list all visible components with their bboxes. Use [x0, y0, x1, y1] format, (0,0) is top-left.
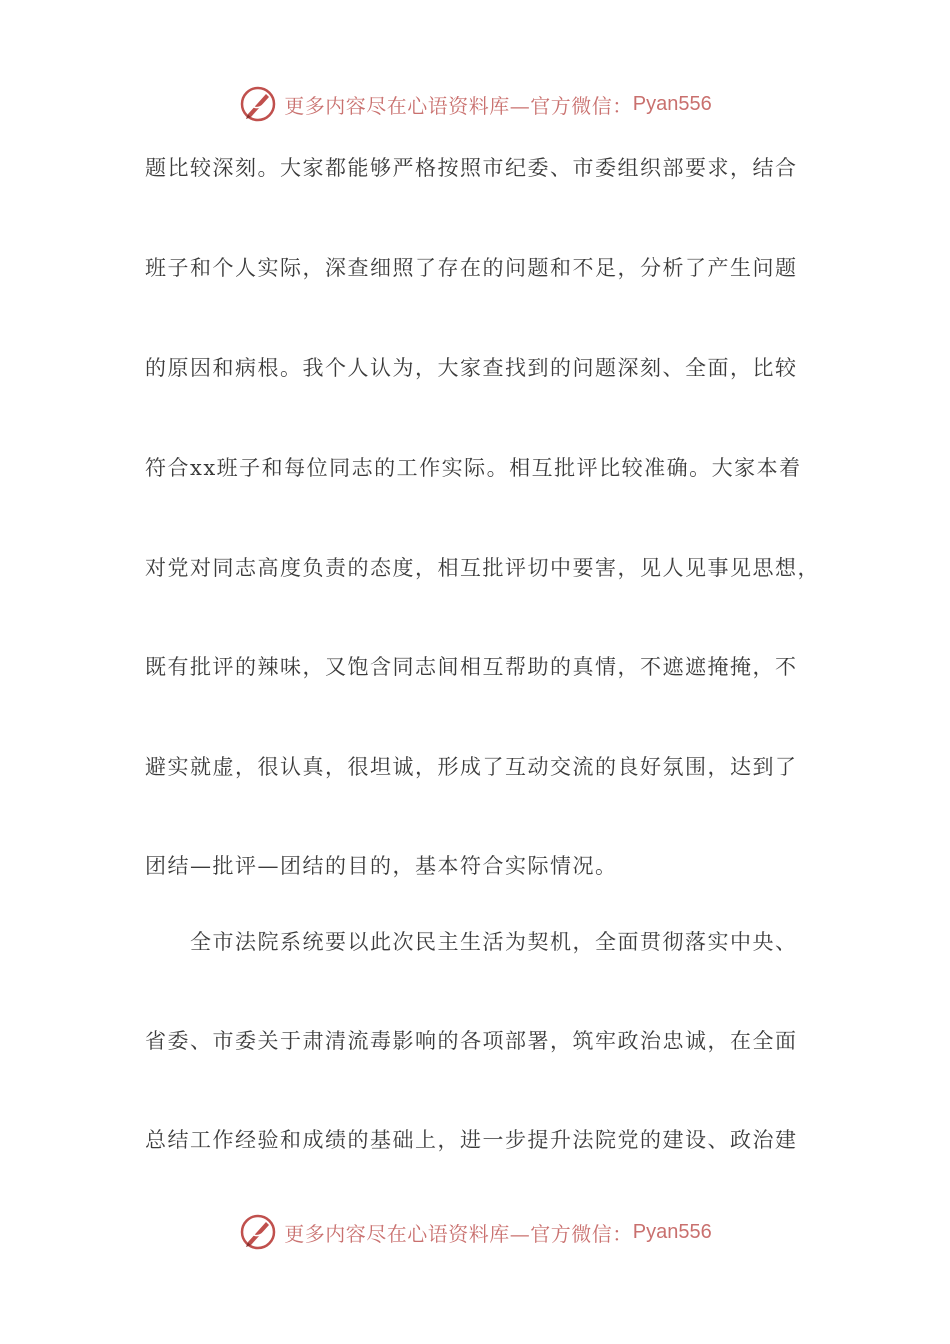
page-footer-watermark: [0, 1212, 950, 1252]
paragraph-line: 既有批评的辣味，又饱含同志间相互帮助的真情，不遮遮掩掩，不: [145, 655, 798, 679]
paragraph-line: 团结—批评—团结的目的，基本符合实际情况。: [145, 854, 618, 878]
paragraph-line: 对党对同志高度负责的态度，相互批评切中要害，见人见事见思想，: [145, 556, 820, 580]
pen-logo-icon: [238, 84, 278, 124]
footer-watermark-id: Pyan556: [632, 1220, 712, 1243]
header-watermark-text: 更多内容尽在心语资料库—官方微信：: [284, 93, 633, 118]
paragraph-line: 题比较深刻。大家都能够严格按照市纪委、市委组织部要求，结合: [145, 156, 798, 180]
paragraph-line: 的原因和病根。我个人认为，大家查找到的问题深刻、全面，比较: [145, 356, 798, 380]
paragraph-line: 总结工作经验和成绩的基础上，进一步提升法院党的建设、政治建: [145, 1128, 798, 1152]
paragraph-line: 符合xx班子和每位同志的工作实际。相互批评比较准确。大家本着: [145, 456, 802, 480]
footer-watermark-text: 更多内容尽在心语资料库—官方微信：: [284, 1221, 633, 1246]
header-watermark-id: Pyan556: [632, 92, 712, 115]
pen-logo-icon: [238, 1212, 278, 1252]
page-header-watermark: [0, 84, 950, 124]
paragraph-line-indented: 全市法院系统要以此次民主生活为契机，全面贯彻落实中央、: [190, 930, 798, 954]
paragraph-line: 避实就虚，很认真，很坦诚，形成了互动交流的良好氛围，达到了: [145, 755, 798, 779]
paragraph-line: 班子和个人实际，深查细照了存在的问题和不足，分析了产生问题: [145, 256, 798, 280]
paragraph-line: 省委、市委关于肃清流毒影响的各项部署，筑牢政治忠诚，在全面: [145, 1029, 798, 1053]
